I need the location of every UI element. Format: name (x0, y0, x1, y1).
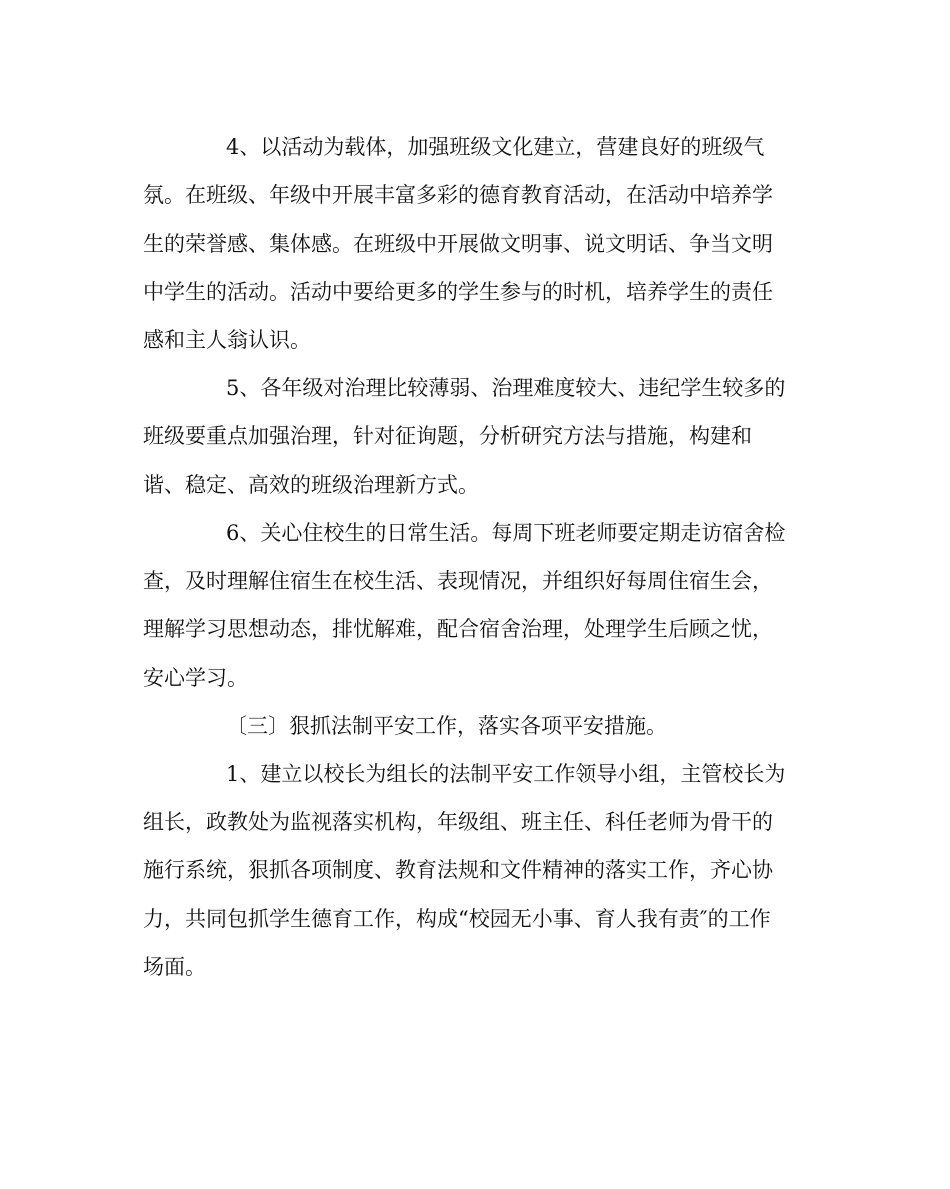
text-line: 4、以活动为载体，加强班级文化建立，营建良好的班级气 (226, 135, 765, 159)
text-line: 1、建立以校长为组长的法制平安工作领导小组，主管校长为 (226, 762, 786, 786)
text-line: 查，及时理解住宿生在校生活、表现情况，并组织好每周住宿生会， (143, 569, 773, 593)
text-line: 安心学习。 (143, 666, 248, 690)
text-line: 施行系统，狠抓各项制度、教育法规和文件精神的落实工作，齐心协 (143, 858, 773, 882)
text-line: 谐、稳定、高效的班级治理新方式。 (143, 473, 479, 497)
text-line: 组长，政教处为监视落实机构，年级组、班主任、科任老师为骨干的 (143, 810, 773, 834)
text-line: 中学生的活动。活动中要给更多的学生参与的时机，培养学生的责任 (143, 280, 773, 304)
text-line: 5、各年级对治理比较薄弱、治理难度较大、违纪学生较多的 (226, 376, 786, 400)
text-line: 场面。 (143, 955, 206, 979)
text-line: 班级要重点加强治理，针对征询题，分析研究方法与措施，构建和 (143, 424, 752, 448)
section-heading: 〔三〕狠抓法制平安工作，落实各项平安措施。 (226, 714, 667, 738)
text-line: 力，共同包抓学生德育工作，构成“校园无小事、育人我有责″的工作 (143, 907, 771, 931)
text-line: 理解学习思想动态，排忧解难，配合宿舍治理，处理学生后顾之忧， (143, 617, 773, 641)
text-line: 生的荣誉感、集体感。在班级中开展做文明事、说文明话、争当文明 (143, 232, 773, 256)
text-line: 氛。在班级、年级中开展丰富多彩的德育教育活动，在活动中培养学 (143, 183, 773, 207)
text-line: 感和主人翁认识。 (143, 328, 311, 352)
text-line: 6、关心住校生的日常生活。每周下班老师要定期走访宿舍检 (226, 521, 786, 545)
